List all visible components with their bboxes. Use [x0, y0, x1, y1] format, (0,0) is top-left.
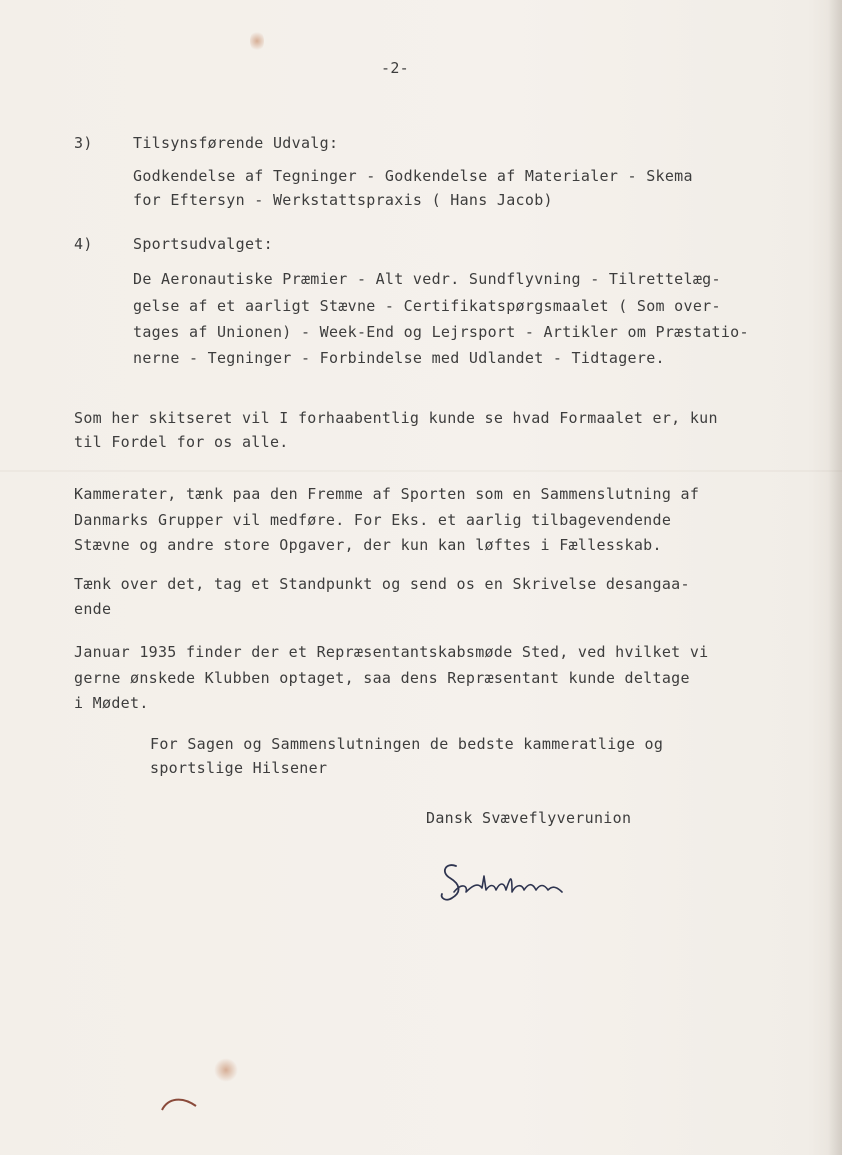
organization-name: Dansk Svæveflyverunion [426, 809, 632, 827]
paragraph-line: gerne ønskede Klubben optaget, saa dens Repræsentant kunde deltage [74, 669, 690, 687]
paragraph-line: Tænk over det, tag et Standpunkt og send os en Skrivelse desangaa- [74, 575, 690, 593]
section-number: 4) [74, 235, 93, 253]
paragraph-line: Kammerater, tænk paa den Fremme af Sporten som en Sammenslutning af [74, 485, 700, 503]
paragraph-line: ende [74, 600, 112, 618]
paragraph-line: Stævne og andre store Opgaver, der kun kan løftes i Fællesskab. [74, 536, 662, 554]
paper-stain [214, 1058, 238, 1082]
paragraph-line: Januar 1935 finder der et Repræsentantskabsmøde Sted, ved hvilket vi [74, 643, 709, 661]
paragraph-line: Som her skitseret vil I forhaabentlig kunde se hvad Formaalet er, kun [74, 409, 718, 427]
paper-stain [250, 30, 264, 52]
section-number: 3) [74, 134, 93, 152]
paragraph-line: til Fordel for os alle. [74, 433, 289, 451]
paper-fold [0, 470, 842, 472]
signature [438, 852, 578, 912]
section-line: nerne - Tegninger - Forbindelse med Udlandet - Tidtagere. [133, 349, 665, 367]
section-line: tages af Unionen) - Week-End og Lejrsport - Artikler om Præstatio- [133, 323, 749, 341]
closing-line: For Sagen og Sammenslutningen de bedste kammeratlige og [150, 735, 664, 753]
closing-line: sportslige Hilsener [150, 759, 328, 777]
section-line: De Aeronautiske Præmier - Alt vedr. Sundflyvning - Tilrettelæg- [133, 270, 721, 288]
section-line: for Eftersyn - Werkstattspraxis ( Hans Jacob) [133, 191, 553, 209]
ink-mark [158, 1092, 202, 1116]
paragraph-line: i Mødet. [74, 694, 149, 712]
section-line: gelse af et aarligt Stævne - Certifikatspørgsmaalet ( Som over- [133, 297, 721, 315]
section-heading: Tilsynsførende Udvalg: [133, 134, 339, 152]
section-heading: Sportsudvalget: [133, 235, 273, 253]
page-number: -2- [381, 59, 409, 77]
section-line: Godkendelse af Tegninger - Godkendelse af Materialer - Skema [133, 167, 693, 185]
paragraph-line: Danmarks Grupper vil medføre. For Eks. et aarlig tilbagevendende [74, 511, 672, 529]
page-edge-shadow [828, 0, 842, 1155]
